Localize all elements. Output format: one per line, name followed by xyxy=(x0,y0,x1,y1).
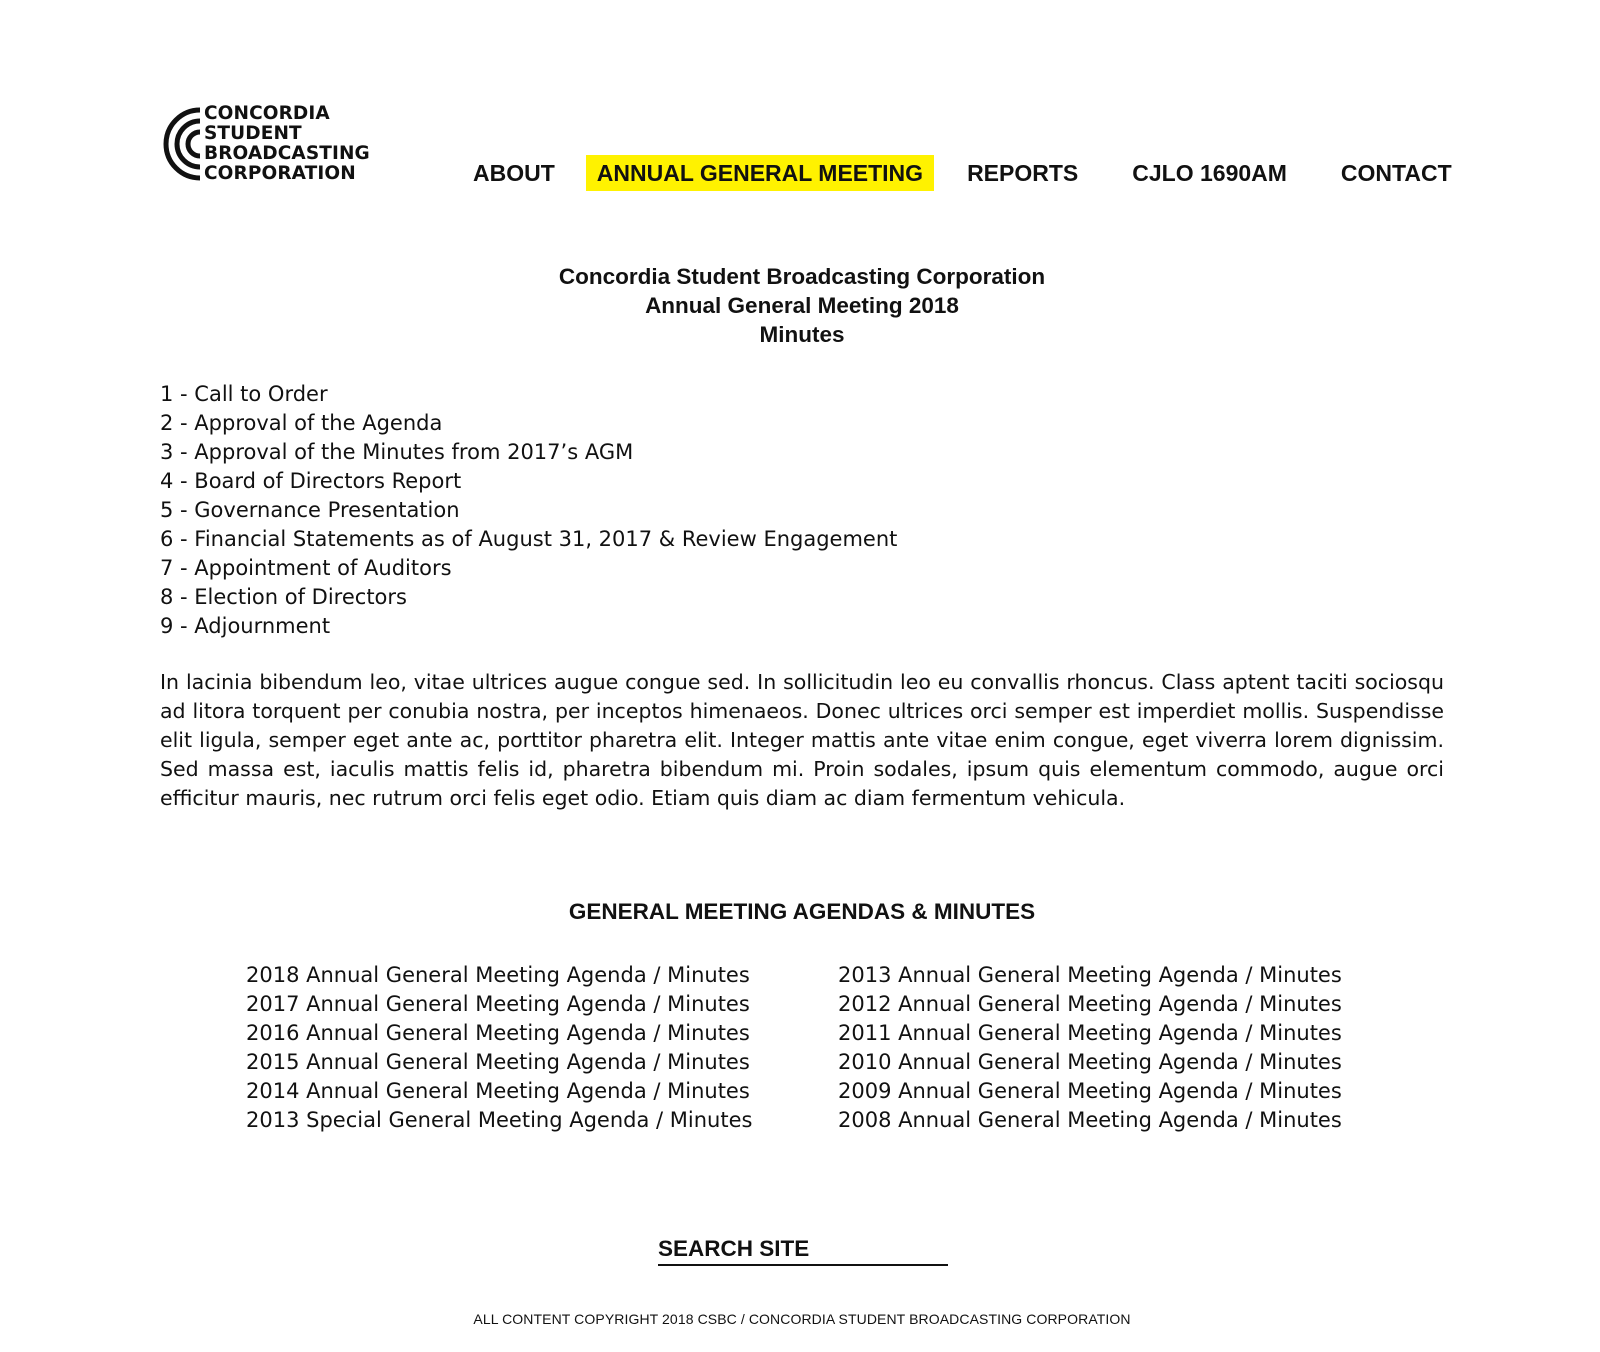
search-label: SEARCH SITE xyxy=(658,1236,810,1261)
search-input[interactable] xyxy=(817,1236,1049,1264)
page-title xyxy=(160,262,1444,349)
agenda-item: 2 - Approval of the Agenda xyxy=(160,411,443,435)
nav-item-reports[interactable]: REPORTS xyxy=(967,160,1079,186)
nav-item-about[interactable]: ABOUT xyxy=(473,160,555,186)
archive-link[interactable]: 2010 Annual General Meeting Agenda / Minutes xyxy=(838,1050,1342,1074)
archive-link[interactable]: 2016 Annual General Meeting Agenda / Minutes xyxy=(246,1021,750,1045)
title-meeting: Annual General Meeting 2018 xyxy=(645,293,959,318)
archive-link[interactable]: 2017 Annual General Meeting Agenda / Minutes xyxy=(246,992,750,1016)
agenda-item: 7 - Appointment of Auditors xyxy=(160,556,452,580)
nav-item-contact[interactable]: CONTACT xyxy=(1340,160,1452,186)
archive-link[interactable]: 2013 Annual General Meeting Agenda / Minutes xyxy=(838,963,1342,987)
logo-line: BROADCASTING xyxy=(204,143,370,164)
archive-link[interactable]: 2013 Special General Meeting Agenda / Minutes xyxy=(246,1108,753,1132)
archive-list-left xyxy=(246,961,752,1135)
agenda-item: 1 - Call to Order xyxy=(160,382,328,406)
logo-line: CORPORATION xyxy=(204,163,356,184)
site-header xyxy=(160,103,1452,194)
agenda-item: 3 - Approval of the Minutes from 2017’s AGM xyxy=(160,440,634,464)
agenda-item: 9 - Adjournment xyxy=(160,614,331,638)
agenda-item: 5 - Governance Presentation xyxy=(160,498,460,522)
archive-link[interactable]: 2014 Annual General Meeting Agenda / Minutes xyxy=(246,1079,750,1103)
concentric-c-logo-icon xyxy=(160,104,204,184)
agenda-item: 6 - Financial Statements as of August 31, 2017 & Review Engagement xyxy=(160,527,898,551)
archive-link[interactable]: 2009 Annual General Meeting Agenda / Minutes xyxy=(838,1079,1342,1103)
nav-item-cjlo-1690am[interactable]: CJLO 1690AM xyxy=(1132,160,1287,186)
logo[interactable] xyxy=(160,104,380,184)
nav-item-annual-general-meeting[interactable]: ANNUAL GENERAL MEETING xyxy=(586,155,934,191)
archive-heading: GENERAL MEETING AGENDAS & MINUTES xyxy=(568,899,1036,924)
archive-link[interactable]: 2018 Annual General Meeting Agenda / Minutes xyxy=(246,963,750,987)
agenda-list xyxy=(160,380,1160,641)
archive-link[interactable]: 2008 Annual General Meeting Agenda / Minutes xyxy=(838,1108,1342,1132)
archive-link[interactable]: 2015 Annual General Meeting Agenda / Minutes xyxy=(246,1050,750,1074)
agenda-item: 8 - Election of Directors xyxy=(160,585,407,609)
main-nav xyxy=(462,154,1463,192)
archive-link[interactable]: 2012 Annual General Meeting Agenda / Minutes xyxy=(838,992,1342,1016)
logo-line: STUDENT xyxy=(204,123,302,144)
minutes-body-text: In lacinia bibendum leo, vitae ultrices augue congue sed. In sollicitudin leo eu convallis rhoncus. Class aptent taciti sociosqu ad litora torquent per conubia nostra, per inceptos himenaeos. Donec ultrices orci semper est imperdiet mollis. Suspendisse elit ligula, semper eget ante ac, porttitor pharetra elit. Integer mattis ante vitae enim congue, eget viverra lorem dignissim. Sed massa est, iaculis mattis felis id, pharetra bibendum mi. Proin sodales, ipsum quis elementum commodo, augue orci efficitur mauris, nec rutrum orci felis eget odio. Etiam quis diam ac diam fermentum vehicula. xyxy=(160,670,1444,810)
logo-line: CONCORDIA xyxy=(204,103,330,124)
title-minutes: Minutes xyxy=(759,322,845,347)
archive-list-right xyxy=(838,961,1342,1135)
archive-link[interactable]: 2011 Annual General Meeting Agenda / Minutes xyxy=(838,1021,1342,1045)
logo-wordmark xyxy=(204,104,370,184)
search-box xyxy=(658,1234,948,1266)
footer-copyright: ALL CONTENT COPYRIGHT 2018 CSBC / CONCORDIA STUDENT BROADCASTING CORPORATION xyxy=(473,1311,1131,1327)
agenda-item: 4 - Board of Directors Report xyxy=(160,469,462,493)
title-organization: Concordia Student Broadcasting Corporation xyxy=(558,264,1046,289)
